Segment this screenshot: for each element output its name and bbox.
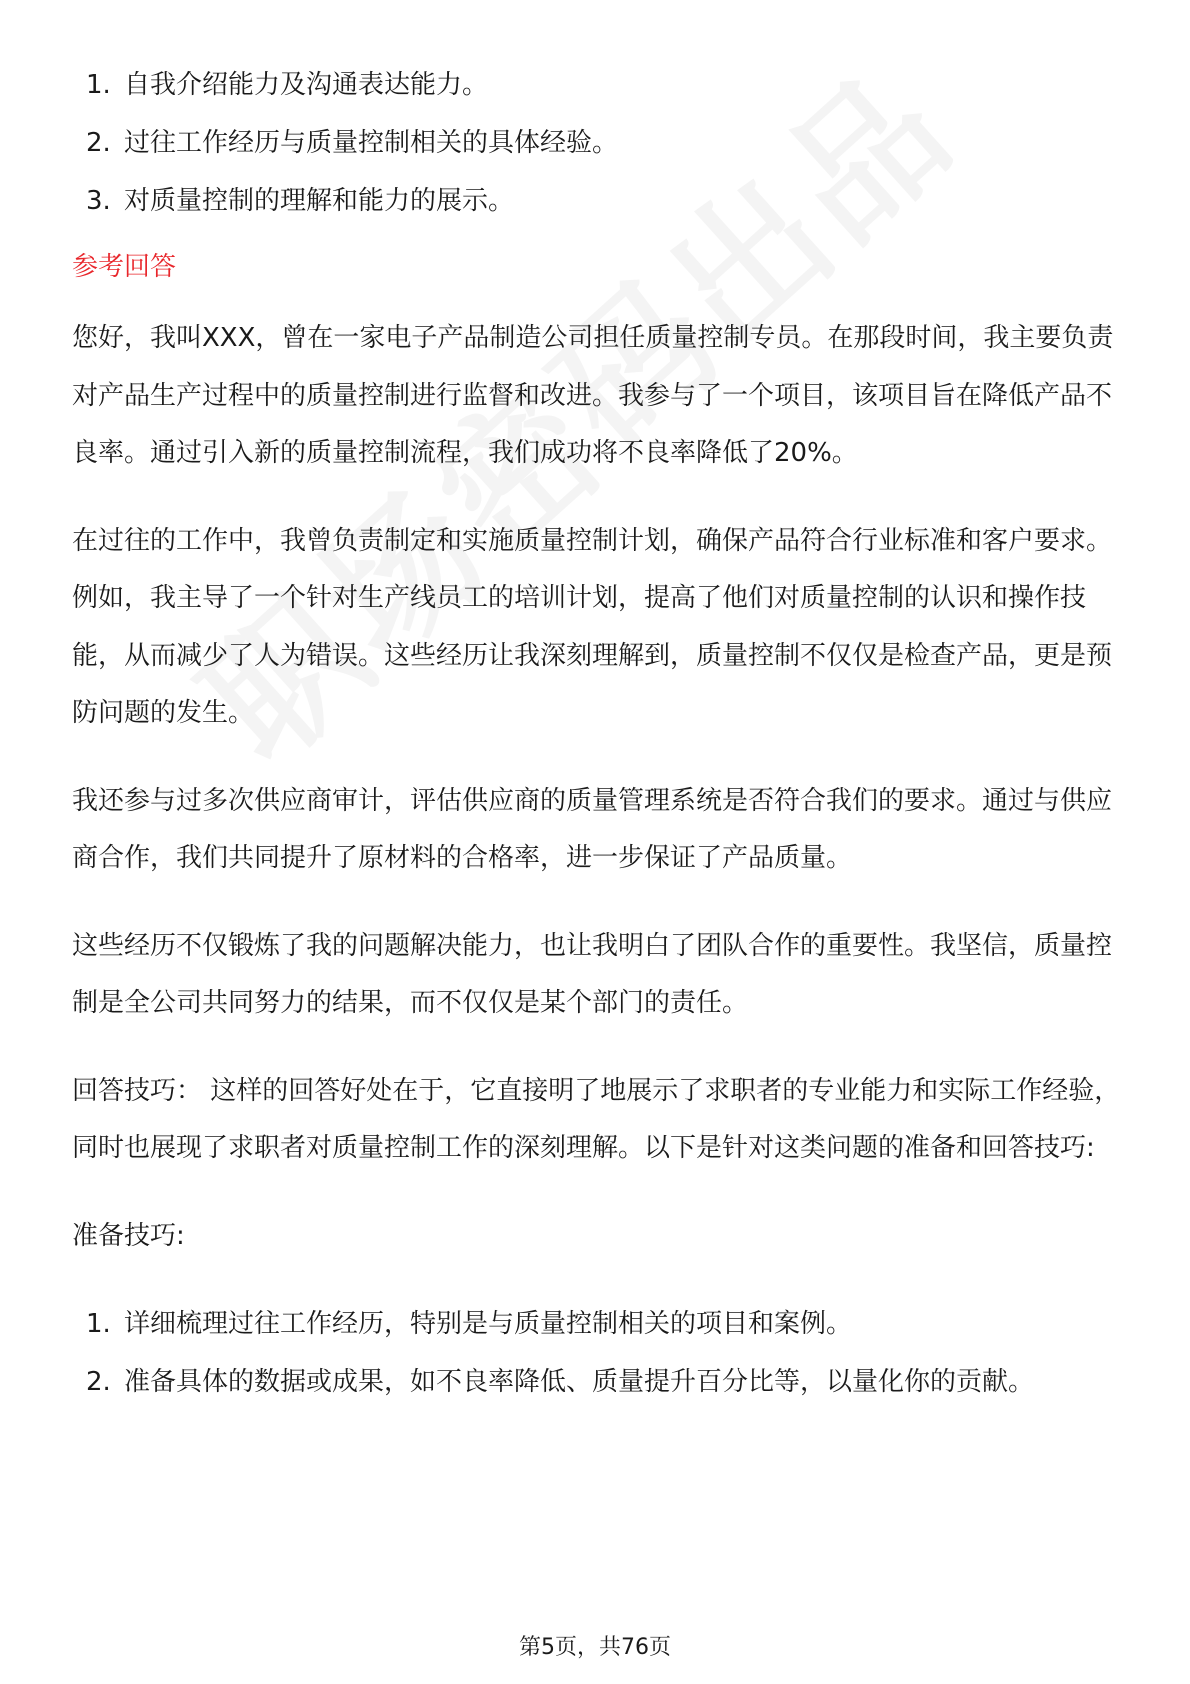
list-item-text: 详细梳理过往工作经历，特别是与质量控制相关的项目和案例。 xyxy=(124,1309,853,1339)
list-number: 2. xyxy=(86,128,111,158)
list-number: 1. xyxy=(86,70,111,100)
prep-list xyxy=(72,1295,1122,1411)
reference-answer-heading: 参考回答 xyxy=(72,252,177,282)
answer-paragraph-2: 在过往的工作中，我曾负责制定和实施质量控制计划，确保产品符合行业标准和客户要求。例如，我主导了一个针对生产线员工的培训计划，提高了他们对质量控制的认识和操作技能，从而减少了人为错误。这些经历让我深刻理解到，质量控制不仅仅是检查产品，更是预防问题的发生。 xyxy=(72,525,1113,728)
prep-tips-label: 准备技巧: xyxy=(72,1220,185,1251)
list-item-text: 自我介绍能力及沟通表达能力。 xyxy=(124,70,489,100)
list-item xyxy=(72,1295,1122,1353)
list-item-text: 准备具体的数据或成果，如不良率降低、质量提升百分比等，以量化你的贡献。 xyxy=(124,1367,1035,1397)
list-number: 3. xyxy=(86,186,111,216)
list-item xyxy=(72,114,1122,172)
answer-paragraph-1: 您好，我叫XXX，曾在一家电子产品制造公司担任质量控制专员。在那段时间，我主要负责对产品生产过程中的质量控制进行监督和改进。我参与了一个项目，该项目旨在降低产品不良率。通过引入新的质量控制流程，我们成功将不良率降低了20%。 xyxy=(72,323,1114,468)
list-item xyxy=(72,56,1122,114)
answer-tips-paragraph: 回答技巧： 这样的回答好处在于，它直接明了地展示了求职者的专业能力和实际工作经验，同时也展现了求职者对质量控制工作的深刻理解。以下是针对这类问题的准备和回答技巧: xyxy=(72,1075,1121,1163)
list-number: 2. xyxy=(86,1367,111,1397)
list-item xyxy=(72,1353,1122,1411)
list-item-text: 过往工作经历与质量控制相关的具体经验。 xyxy=(124,128,619,158)
answer-paragraph-3: 我还参与过多次供应商审计，评估供应商的质量管理系统是否符合我们的要求。通过与供应商合作，我们共同提升了原材料的合格率，进一步保证了产品质量。 xyxy=(72,785,1113,873)
list-number: 1. xyxy=(86,1309,111,1339)
page-footer: 第5页，共76页 xyxy=(519,1635,671,1660)
document-page xyxy=(72,56,1122,1411)
list-item xyxy=(72,172,1122,230)
answer-paragraph-4: 这些经历不仅锻炼了我的问题解决能力，也让我明白了团队合作的重要性。我坚信，质量控制是全公司共同努力的结果，而不仅仅是某个部门的责任。 xyxy=(72,930,1113,1018)
intro-list xyxy=(72,56,1122,230)
list-item-text: 对质量控制的理解和能力的展示。 xyxy=(124,186,515,216)
